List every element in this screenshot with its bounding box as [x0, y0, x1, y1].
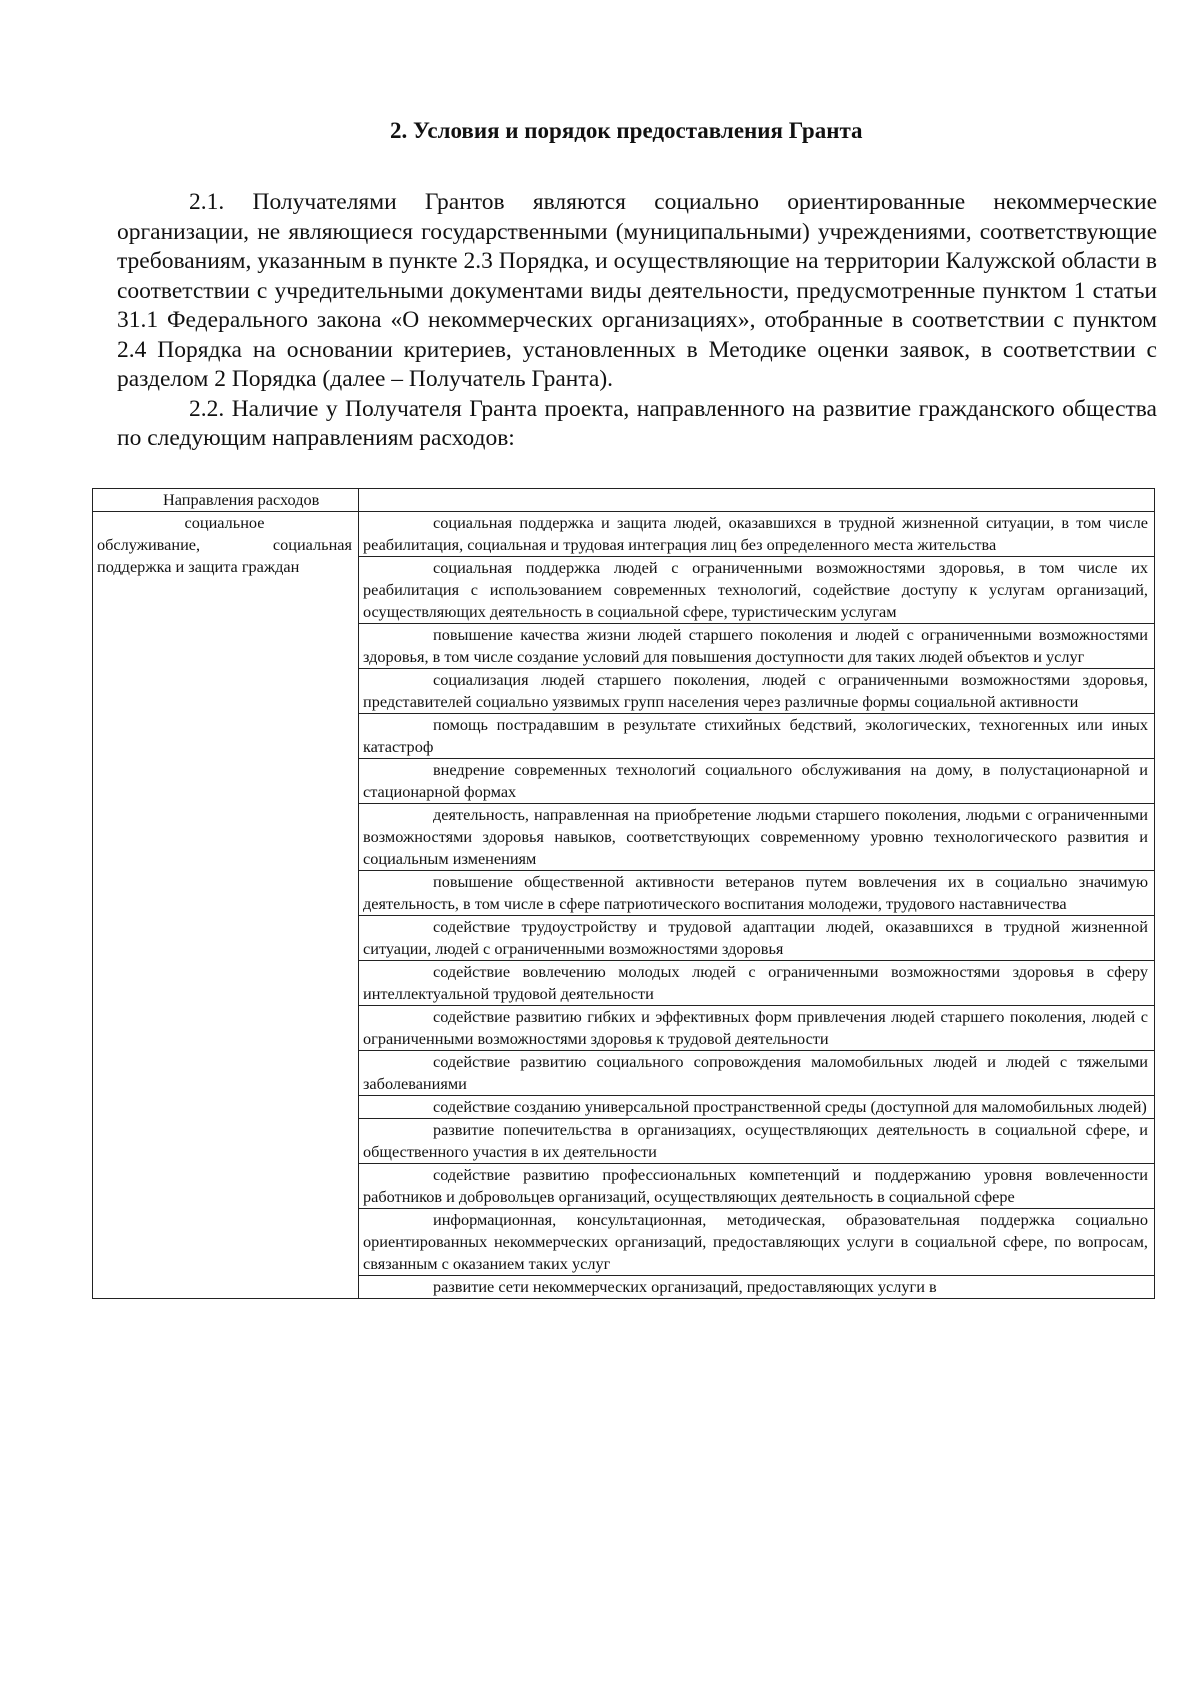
table-row [93, 512, 1155, 557]
direction-item: помощь пострадавшим в результате стихийных бедствий, экологических, техногенных или иных катастроф [359, 714, 1155, 759]
direction-item: внедрение современных технологий социального обслуживания на дому, в полустационарной и стационарной формах [359, 759, 1155, 804]
direction-item: содействие развитию профессиональных компетенций и поддержанию уровня вовлеченности работников и добровольцев организаций, осуществляющих деятельность в социальной сфере [359, 1164, 1155, 1209]
direction-item: развитие сети некоммерческих организаций, предоставляющих услуги в [359, 1276, 1155, 1299]
direction-item: содействие трудоустройству и трудовой адаптации людей, оказавшихся в трудной жизненной ситуации, людей с ограниченными возможностями здоровья [359, 916, 1155, 961]
intro-text [117, 188, 1157, 454]
direction-item: развитие попечительства в организациях, осуществляющих деятельность в социальной сфере, и общественного участия в их деятельности [359, 1119, 1155, 1164]
paragraph-2-2: 2.2. Наличие у Получателя Гранта проекта, направленного на развитие гражданского общества по следующим направлениям расходов: [117, 395, 1157, 451]
category-label-first: социальное [184, 513, 265, 532]
header-cell: Направления расходов [93, 489, 359, 512]
direction-item: социальная поддержка людей с ограниченными возможностями здоровья, в том числе их реабилитация с использованием современных технологий, содействие доступу к услугам организаций, осуществляющих деятельность в социальной сфере, туристическим услугам [359, 557, 1155, 624]
table-header-row [93, 489, 1155, 512]
header-cell-empty [359, 489, 1155, 512]
direction-item: содействие созданию универсальной пространственной среды (доступной для маломобильных людей) [359, 1096, 1155, 1119]
direction-item: информационная, консультационная, методическая, образовательная поддержка социально ориентированных некоммерческих организаций, предоставляющих услуги в социальной сфере, по вопросам, связанным с оказанием таких услуг [359, 1209, 1155, 1276]
direction-item: повышение общественной активности ветеранов путем вовлечения их в социально значимую деятельность, в том числе в сфере патриотического воспитания молодежи, трудового наставничества [359, 871, 1155, 916]
direction-item: деятельность, направленная на приобретение людьми старшего поколения, людьми с ограниченными возможностями здоровья навыков, соответствующих современному уровню технологического развития и социальным изменениям [359, 804, 1155, 871]
direction-item: социализация людей старшего поколения, людей с ограниченными возможностями здоровья, представителей социально уязвимых групп населения через различные формы социальной активности [359, 669, 1155, 714]
direction-item: содействие вовлечению молодых людей с ограниченными возможностями здоровья в сферу интеллектуальной трудовой деятельности [359, 961, 1155, 1006]
direction-item: содействие развитию социального сопровождения маломобильных людей и людей с тяжелыми заболеваниями [359, 1051, 1155, 1096]
direction-item: повышение качества жизни людей старшего поколения и людей с ограниченными возможностями здоровья, в том числе создание условий для повышения доступности для таких людей объектов и услуг [359, 624, 1155, 669]
direction-item: социальная поддержка и защита людей, оказавшихся в трудной жизненной ситуации, в том числе реабилитация, социальная и трудовая интеграция лиц без определенного места жительства [359, 512, 1155, 557]
direction-item: содействие развитию гибких и эффективных форм привлечения людей старшего поколения, людей с ограниченными возможностями здоровья к трудовой деятельности [359, 1006, 1155, 1051]
category-cell [93, 512, 359, 1299]
paragraph-2-1: 2.1. Получателями Грантов являются социально ориентированные некоммерческие организации, не являющиеся государственными (муниципальными) учреждениями, соответствующие требованиям, указанным в пункте 2.3 Порядка, и осуществляющие на территории Калужской области в соответствии с учредительными документами виды деятельности, предусмотренные пунктом 1 статьи 31.1 Федерального закона «О некоммерческих организациях», отобранные в соответствии с пунктом 2.4 Порядка на основании критериев, установленных в Методике оценки заявок, в соответствии с разделом 2 Порядка (далее – Получатель Гранта). [117, 189, 1158, 392]
section-heading: 2. Условия и порядок предоставления Гранта [390, 118, 863, 143]
category-label-rest: обслуживание, социальная поддержка и защита граждан [97, 535, 352, 576]
expense-directions-table [92, 488, 1155, 1299]
